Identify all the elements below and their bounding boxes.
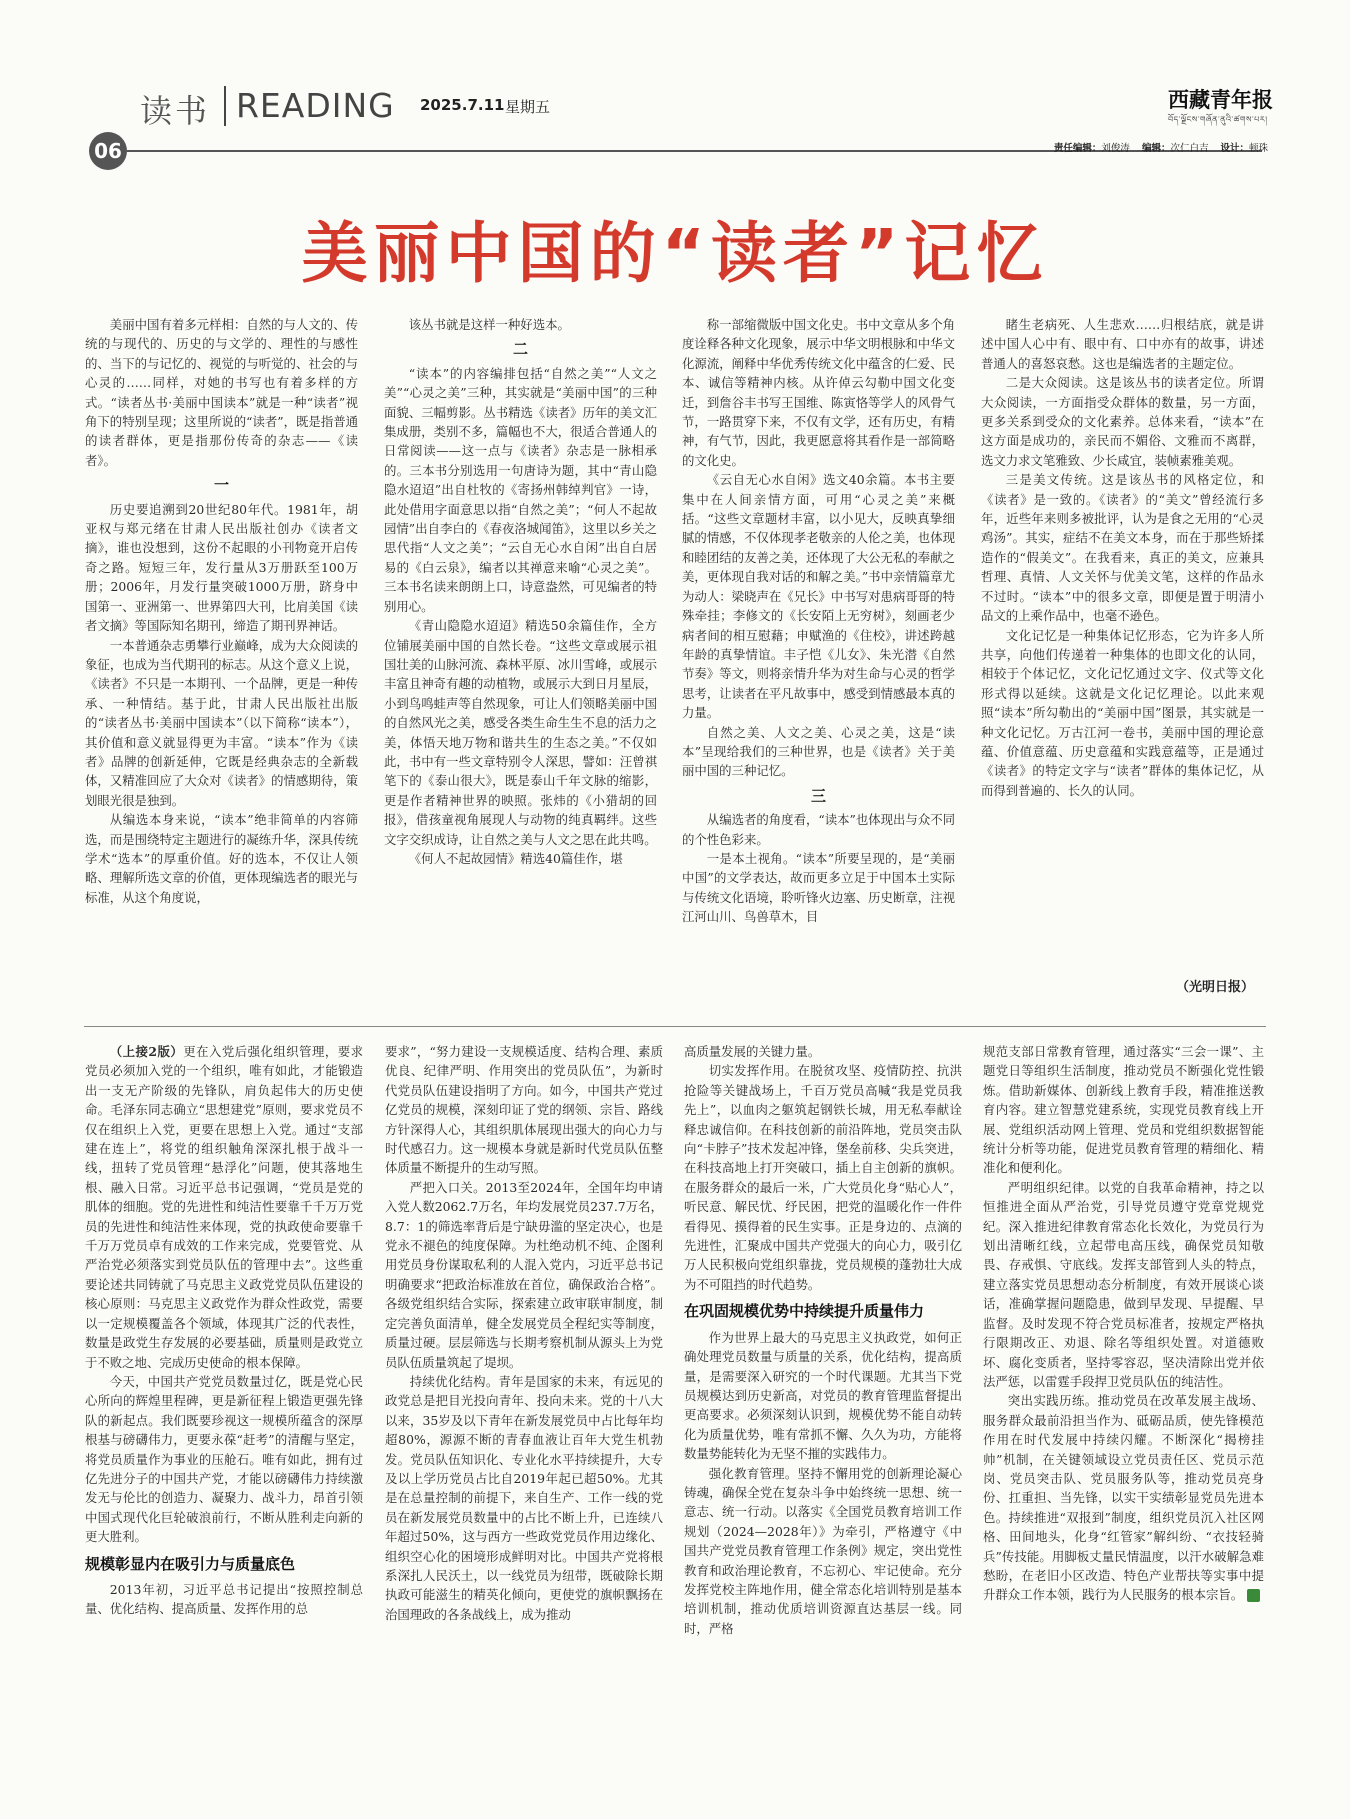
paragraph: 从编选者的角度看，“读本”也体现出与众不同的个性色彩来。 xyxy=(682,812,955,847)
paragraph: 要求”，“努力建设一支规模适度、结构合理、素质优良、纪律严明、作用突出的党员队伍”，为新时代党员队伍建设指明了方向。如今，中国共产党过亿党员的规模，深刻印证了党的纲领、宗旨、路线方针深得人心，其组织肌体展现出强大的向心力与时代感召力。这一规模本身就是新时代党员队伍整体质量不断提升的生动写照。 xyxy=(385,1044,663,1176)
designer-name: 顿珠 xyxy=(1248,143,1268,154)
paragraph: 从编选本身来说，“读本”绝非简单的内容筛选，而是围绕特定主题进行的凝练升华，深具传统学术“选本”的厚重价值。好的选本，不仅让人领略、理解所选文章的价值，更体现编选者的眼光与标准，从这个角度说， xyxy=(85,812,358,905)
paragraph xyxy=(983,1391,1264,1604)
section-number: 一 xyxy=(213,476,229,495)
article-source-credit: （光明日报） xyxy=(1176,980,1255,995)
paragraph: 文化记忆是一种集体记忆形态，它为许多人所共享，向他们传递着一种集体的也即文化的认同，相较于个体记忆，文化记忆通过文字、仪式等文化形式得以延续。这就是文化记忆理论。以此来观照“读本”所勾勒出的“美丽中国”图景，其实就是一种文化记忆。万古江河一卷书，美丽中国的理论意蕴、价值意蕴、历史意蕴和实践意蕴等，正是通过《读者》的特定文字与“读者”群体的集体记忆，从而得到普遍的、长久的认同。 xyxy=(981,627,1264,798)
paragraph: 二是大众阅读。这是该丛书的读者定位。所谓大众阅读，一方面指受众群体的数量，另一方面，更多关系到受众的文化素养。总体来看，“读本”在这方面是成功的，亲民而不媚俗、文雅而不离群，选文力求文笔雅致、少长咸宜，装帧素雅美观。 xyxy=(981,375,1264,468)
page-number-badge: 06 xyxy=(89,132,127,170)
article-end-icon xyxy=(1247,1589,1260,1602)
section-number: 二 xyxy=(512,340,528,359)
newspaper-logo-tibetan: བོད་ལྗོངས་གཞོན་ནུའི་ཚགས་པར། xyxy=(1168,115,1268,124)
section-title-en: READING xyxy=(236,86,395,125)
editor-credits xyxy=(1054,140,1268,154)
paragraph xyxy=(85,1042,363,1372)
article1-column-3 xyxy=(682,315,955,927)
issue-weekday: 星期五 xyxy=(505,98,551,116)
paragraph: 规范支部日常教育管理，通过落实“三会一课”、主题党日等组织生活制度，推动党员不断强化党性锻炼。借助新媒体、创新线上教育手段，精准推送教育内容。建立智慧党建系统，实现党员教育线上开展、党组织活动网上管理、党员和党组织数据智能统计分析等功能，促进党员教育管理的精细化、精准化和便利化。 xyxy=(983,1044,1264,1176)
page-header xyxy=(0,0,1350,163)
issue-date: 2025.7.11 xyxy=(420,96,505,114)
paragraph: 强化教育管理。坚持不懈用党的创新理论凝心铸魂，确保全党在复杂斗争中始终统一思想、统一意志、统一行动。以落实《全国党员教育培训工作规划（2024—2028年）》为牵引，严格遵守《中国共产党党员教育管理工作条例》规定，突出党性教育和政治理论教育，不忘初心、牢记使命。充分发挥党校主阵地作用，健全常态化培训特别是基本培训机制，推动优质培训资源直达基层一线。同时，严格 xyxy=(684,1465,962,1636)
paragraph: “读本”的内容编排包括“自然之美”“人文之美”“心灵之美”三种，其实就是“美丽中国”的三种面貌、三幅剪影。丛书精选《读者》历年的美文汇集成册，类别不多，篇幅也不大，很适合普通人的日常阅读——这一点与《读者》杂志是一脉相承的。三本书分别选用一句唐诗为题，其中“青山隐隐水迢迢”出自杜牧的《寄扬州韩绰判官》一诗，此处借用字面意思以指“自然之美”；“何人不起故园情”出自李白的《春夜洛城闻笛》，这里以乡关之思代指“人文之美”；“云自无心水自闲”出自白居易的《白云泉》，编者以其禅意来喻“心灵之美”。三本书名读来朗朗上口，诗意盎然，可见编者的特别用心。 xyxy=(384,365,657,614)
paragraph: 一本普通杂志勇攀行业巅峰，成为大众阅读的象征，也成为当代期刊的标志。从这个意义上说，《读者》不只是一本期刊、一个品牌，更是一种传承、一种情结。基于此，甘肃人民出版社出版的“读者丛书·美丽中国读本”（以下简称“读本”），其价值和意义就显得更为丰富。“读本”作为《读者》品牌的创新延伸，它既是经典杂志的全新载体，又精准回应了大众对《读者》的情感期待，策划眼光很是独到。 xyxy=(85,637,358,808)
paragraph: 历史要追溯到20世纪80年代。1981年，胡亚权与郑元绪在甘肃人民出版社创办《读者文摘》，谁也没想到，这份不起眼的小刊物竟开启传奇之路。短短三年，发行量从3万册跃至100万册；2006年，月发行量突破1000万册，跻身中国第一、亚洲第一、世界第四大刊，比肩美国《读者文摘》等国际知名期刊，缔造了期刊界神话。 xyxy=(85,501,358,634)
paragraph: 今天，中国共产党党员数量过亿，既是党心民心所向的辉煌里程碑，更是新征程上锻造更强先锋队的新起点。我们既要珍视这一规模所蕴含的深厚根基与磅礴伟力，更要永葆“赶考”的清醒与坚定，将党员质量作为事业的压舱石。唯有如此，拥有过亿先进分子的中国共产党，才能以磅礴伟力持续激发无与伦比的创造力、凝聚力、战斗力，昂首引领中国式现代化巨轮破浪前行，不断从胜利走向新的更大胜利。 xyxy=(85,1373,363,1545)
article1-column-2 xyxy=(384,315,657,868)
paragraph: 一是本土视角。“读本”所要呈现的，是“美丽中国”的文学表达，故而更多立足于中国本土实际与传统文化语境，聆听锋火边塞、历史断章，注视江河山川、鸟兽草木，目 xyxy=(682,850,955,925)
paragraph: 睹生老病死、人生悲欢……归根结底，就是讲述中国人心中有、眼中有、口中亦有的故事，讲述普通人的喜怒哀愁。这也是编选者的主题定位。 xyxy=(981,317,1264,371)
paragraph: 2013年初，习近平总书记提出“按照控制总量、优化结构、提高质量、发挥作用的总 xyxy=(85,1581,363,1617)
section-number: 三 xyxy=(810,786,826,805)
paragraph: 《云自无心水自闲》选文40余篇。本书主要集中在人间亲情方面，可用“心灵之美”来概括。“这些文章题材丰富，以小见大，反映真挚细腻的情感，不仅体现孝老敬亲的人伦之美，也体现和睦团结的友善之美，还体现了大公无私的奉献之美，更体现自我对话的和解之美。”书中亲情篇章尤为动人：梁晓声在《兄长》中书写对患病哥哥的特殊牵挂；李修文的《长安陌上无穷树》，刻画老少病者间的相互慰藉；申赋渔的《住校》，讲述跨越年龄的真挚情谊。丰子恺《儿女》、朱光潜《自然节奏》等文，则将亲情升华为对生命与心灵的哲学思考，让读者在平凡故事中，感受到情感最本真的力量。 xyxy=(682,472,955,721)
paragraph: 《何人不起故园情》精选40篇佳作，堪 xyxy=(408,850,623,866)
paragraph: 持续优化结构。青年是国家的未来，有远见的政党总是把目光投向青年、投向未来。党的十八大以来，35岁及以下青年在新发展党员中占比每年均超80%，源源不断的青春血液让百年大党生机勃发。党员队伍知识化、专业化水平持续提升，大专及以上学历党员占比自2019年起已超50%。尤其是在总量控制的前提下，来自生产、工作一线的党员在新发展党员数量中的占比不断上升，已连续八年超过50%，这与西方一些政党党员作用边缘化、组织空心化的困境形成鲜明对比。中国共产党将根系深扎人民沃土，以一线党员为纽带，既破除长期执政可能滋生的精英化倾向，更使党的旗帜飘扬在治国理政的各条战线上，成为推动 xyxy=(385,1373,663,1622)
paragraph: 称一部缩微版中国文化史。书中文章从多个角度诠释各种文化现象，展示中华文明根脉和中华文化源流，阐释中华优秀传统文化中蕴含的仁爱、民本、诚信等精神内核。从许倬云勾勒中国文化变迁，到詹谷丰书写王国维、陈寅恪等学人的风骨气节，一路贯穿下来，不仅有文学，还有历史，有精神，有气节，因此，我更愿意将其看作是一部简略的文化史。 xyxy=(682,317,955,468)
article-headline: 美丽中国的“读者”记忆 xyxy=(301,215,1049,292)
newspaper-logo: 西藏青年报 xyxy=(1168,87,1273,112)
paragraph: 美丽中国有着多元样相：自然的与人文的、传统的与现代的、历史的与文学的、理性的与感性的、当下的与记忆的、视觉的与听觉的、社会的与心灵的……同样，对她的书写也有着多样的方式。“读者丛书·美丽中国读本”就是一种“读者”视角下的特别呈现；这里所说的“读者”，既是指普通的读者群体，更是指那份传奇的杂志——《读者》。 xyxy=(85,317,358,468)
article2-column-3 xyxy=(684,1042,962,1638)
article2-column-1 xyxy=(85,1042,363,1619)
section-title-cn: 读书 xyxy=(140,92,211,130)
paragraph-text: 更在入党后强化组织管理，要求党员必须加入党的一个组织，唯有如此，才能锻造出一支无产阶级的先锋队，肩负起伟大的历史使命。毛泽东同志确立“思想建党”原则，要求党员不仅在组织上入党，更要在思想上入党。通过“支部建在连上”，将党的组织触角深深扎根于战斗一线，扭转了党员管理“悬浮化”问题，使其落地生根、融入日常。习近平总书记强调，“党员是党的肌体的细胞。党的先进性和纯洁性要靠千千万万党员的先进性和纯洁性来体现，党的执政使命要靠千千万万党员卓有成效的工作来完成，党要管党、从严治党必须落实到党员队伍的管理中去”。这些重要论述共同铸就了马克思主义政党党员队伍建设的核心原则：马克思主义政党作为群众性政党，需要以一定规模覆盖各个领域，体现其广泛的代表性，数量是政党生存发展的必要基础，质量则是政党立于不败之地、完成历史使命的根本保障。 xyxy=(85,1044,363,1370)
article2-column-4 xyxy=(983,1042,1264,1605)
subheading: 规模彰显内在吸引力与质量底色 xyxy=(85,1554,296,1573)
paragraph: 作为世界上最大的马克思主义执政党，如何正确处理党员数量与质量的关系，优化结构，提高质量，是需要深入研究的一个时代课题。尤其当下党员规模达到历史新高，对党员的教育管理监督提出更高要求。必须深刻认识到，规模优势不能自动转化为质量优势，唯有常抓不懈、久久为功，方能将数量势能转化为无坚不摧的实践伟力。 xyxy=(684,1329,962,1462)
paragraph-text: 突出实践历练。推动党员在改革发展主战场、服务群众最前沿担当作为、砥砺品质，使先锋模范作用在时代发展中持续闪耀。不断深化“揭榜挂帅”机制，在关键领域设立党员责任区、党员示范岗、党员突击队、党员服务队等，推动党员亮身份、扛重担、当先锋，以实干实绩彰显党员先进本色。持续推进“双报到”制度，组织党员沉入社区网格、田间地头，化身“红管家”解纠纷、“衣技轻骑兵”传技能。用脚板丈量民情温度，以汗水破解急难愁盼，在老旧小区改造、特色产业帮扶等实事中提升群众工作本领，践行为人民服务的根本宗旨。 xyxy=(983,1393,1264,1603)
copy-editor-name: 次仁白吉 xyxy=(1170,143,1209,154)
paragraph: 三是美文传统。这是该丛书的风格定位，和《读者》是一致的。《读者》的“美文”曾经流行多年，近些年来则多被批评，认为是食之无用的“心灵鸡汤”。其实，症结不在美文本身，而在于那些矫揉造作的“假美文”。在我看来，真正的美文，应兼具哲理、真情、人文关怀与优美文笔，这样的作品永不过时。“读本”中的很多文章，即便是置于明清小品文的上乘作品中，也毫不逊色。 xyxy=(981,472,1264,624)
paragraph: 高质量发展的关键力量。 xyxy=(684,1044,821,1059)
continued-label: （上接2版） xyxy=(109,1044,184,1059)
article1-column-4 xyxy=(981,315,1264,800)
paragraph: 该丛书就是这样一种好选本。 xyxy=(408,317,570,332)
paragraph: 切实发挥作用。在脱贫攻坚、疫情防控、抗洪抢险等关键战场上，千百万党员高喊“我是党员我先上”，以血肉之躯筑起钢铁长城，用无私奉献诠释忠诚信仰。在科技创新的前沿阵地，党员突击队向“卡脖子”技术发起冲锋，堡垒前移、尖兵突进，在科技高地上打开突破口，插上自主创新的旗帜。在服务群众的最后一米，广大党员化身“贴心人”，听民意、解民忧、纾民困，把党的温暖化作一件件看得见、摸得着的民生实事。正是身边的、点滴的先进性，汇聚成中国共产党强大的向心力，吸引亿万人民积极向党组织靠拢，党员规模的蓬勃壮大成为不可阻挡的时代趋势。 xyxy=(684,1063,962,1292)
copy-editor-label: 编辑： xyxy=(1141,143,1171,154)
subheading: 在巩固规模优势中持续提升质量伟力 xyxy=(684,1302,925,1321)
paragraph: 自然之美、人文之美、心灵之美，这是“读本”呈现给我们的三种世界，也是《读者》关于美丽中国的三种记忆。 xyxy=(682,724,955,779)
article2-column-2 xyxy=(385,1042,663,1624)
article1-column-1 xyxy=(85,315,358,907)
paragraph: 严明组织纪律。以党的自我革命精神，持之以恒推进全面从严治党，引导党员遵守党章党规党纪。深入推进纪律教育常态化长效化，为党员行为划出清晰红线，立起带电高压线，确保党员知敬畏、存戒惧、守底线。发挥支部管到人头的特点，建立落实党员思想动态分析制度，有效开展谈心谈话，准确掌握问题隐患，做到早发现、早提醒、早监督。及时发现不符合党员标准者，按规定严格执行限期改正、劝退、除名等组织处置。对道德败坏、腐化变质者，坚持零容忍，坚决清除出党并依法严惩，以雷霆手段捍卫党员队伍的纯洁性。 xyxy=(983,1179,1264,1389)
editor-name: 刘俊涛 xyxy=(1101,143,1130,154)
designer-label: 设计： xyxy=(1220,143,1249,154)
paragraph: 严把入口关。2013至2024年，全国年均申请入党人数2062.7万名，年均发展党员237.7万名，8.7：1的筛选率背后是宁缺毋滥的坚定决心，也是党永不褪色的纯度保障。为杜绝动机不纯、企图利用党员身份谋取私利的人混入党内，习近平总书记明确要求“把政治标准放在首位，确保政治合格”。各级党组织结合实际，探索建立政审联审制度，制定完善负面清单，健全发展党员全程纪实等制度，质量过硬。层层筛选与长期考察机制从源头上为党员队伍质量筑起了堤坝。 xyxy=(385,1179,663,1370)
editor-label: 责任编辑： xyxy=(1053,143,1102,154)
article-divider xyxy=(84,1026,1266,1027)
section-divider xyxy=(224,86,226,126)
paragraph: 《青山隐隐水迢迢》精选50余篇佳作，全方位铺展美丽中国的自然长卷。“这些文章或展示祖国壮美的山脉河流、森林平原、冰川雪峰，或展示丰富且神奇有趣的动植物，或展示大到日月星辰，小到鸟鸣蛙声等自然现象，可让人们领略美丽中国的自然风光之美，感受各类生命生生不息的活力之美，体悟天地万物和谐共生的生态之美。”不仅如此，书中有一些文章特别令人深思，譬如：汪曾祺笔下的《泰山很大》，既是泰山千年文脉的缩影，更是作者精神世界的映照。张炜的《小猎胡的回报》，借孩童视角展现人与动物的纯真羁绊。这些文字交织成诗，让自然之美与人文之思在此共鸣。 xyxy=(384,618,657,847)
